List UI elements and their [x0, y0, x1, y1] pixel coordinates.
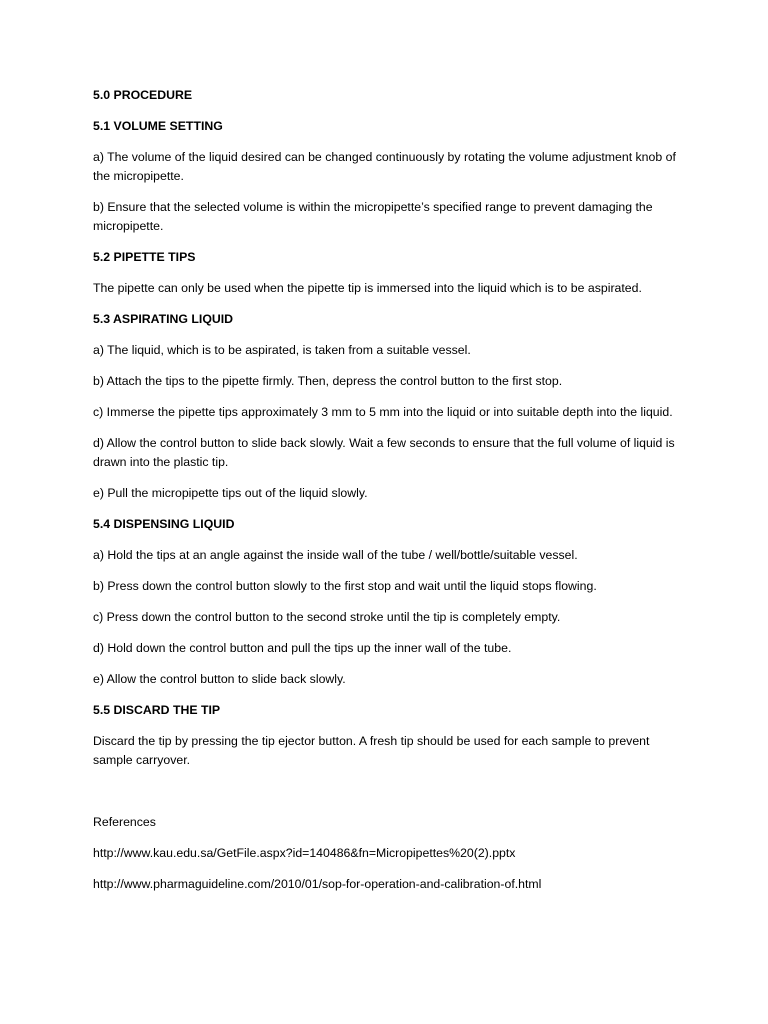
spacer	[93, 782, 683, 813]
section-heading-volume-setting: 5.1 VOLUME SETTING	[93, 119, 223, 133]
section-heading-discard-tip: 5.5 DISCARD THE TIP	[93, 703, 221, 717]
paragraph-discard-tip: Discard the tip by pressing the tip ejector button. A fresh tip should be used for each sample to prevent sample carryover.	[93, 734, 650, 767]
section-heading-dispensing-liquid: 5.4 DISPENSING LIQUID	[93, 517, 235, 531]
paragraph-pipette-tips: The pipette can only be used when the pipette tip is immersed into the liquid which is to be aspirated.	[93, 281, 642, 295]
reference-link-2: http://www.pharmaguideline.com/2010/01/sop-for-operation-and-calibration-of.html	[93, 877, 542, 891]
paragraph-aspirating-a: a) The liquid, which is to be aspirated, is taken from a suitable vessel.	[93, 343, 471, 357]
paragraph-dispensing-e: e) Allow the control button to slide back slowly.	[93, 672, 346, 686]
paragraph-aspirating-c: c) Immerse the pipette tips approximately 3 mm to 5 mm into the liquid or into suitable depth into the liquid.	[93, 405, 673, 419]
paragraph-volume-b: b) Ensure that the selected volume is within the micropipette’s specified range to prevent damaging the micropipette.	[93, 200, 653, 233]
document-page	[93, 86, 683, 906]
paragraph-aspirating-e: e) Pull the micropipette tips out of the liquid slowly.	[93, 486, 368, 500]
paragraph-volume-a: a) The volume of the liquid desired can be changed continuously by rotating the volume adjustment knob of the micropipette.	[93, 150, 676, 183]
references-title: References	[93, 815, 156, 829]
paragraph-dispensing-a: a) Hold the tips at an angle against the inside wall of the tube / well/bottle/suitable vessel.	[93, 548, 578, 562]
section-heading-pipette-tips: 5.2 PIPETTE TIPS	[93, 250, 196, 264]
paragraph-aspirating-b: b) Attach the tips to the pipette firmly. Then, depress the control button to the first stop.	[93, 374, 563, 388]
paragraph-aspirating-d: d) Allow the control button to slide back slowly. Wait a few seconds to ensure that the full volume of liquid is drawn into the plastic tip.	[93, 436, 675, 469]
paragraph-dispensing-d: d) Hold down the control button and pull the tips up the inner wall of the tube.	[93, 641, 512, 655]
section-heading-aspirating-liquid: 5.3 ASPIRATING LIQUID	[93, 312, 234, 326]
paragraph-dispensing-b: b) Press down the control button slowly to the first stop and wait until the liquid stops flowing.	[93, 579, 597, 593]
section-heading-procedure: 5.0 PROCEDURE	[93, 88, 193, 102]
reference-link-1: http://www.kau.edu.sa/GetFile.aspx?id=140486&fn=Micropipettes%20(2).pptx	[93, 846, 516, 860]
paragraph-dispensing-c: c) Press down the control button to the second stroke until the tip is completely empty.	[93, 610, 561, 624]
